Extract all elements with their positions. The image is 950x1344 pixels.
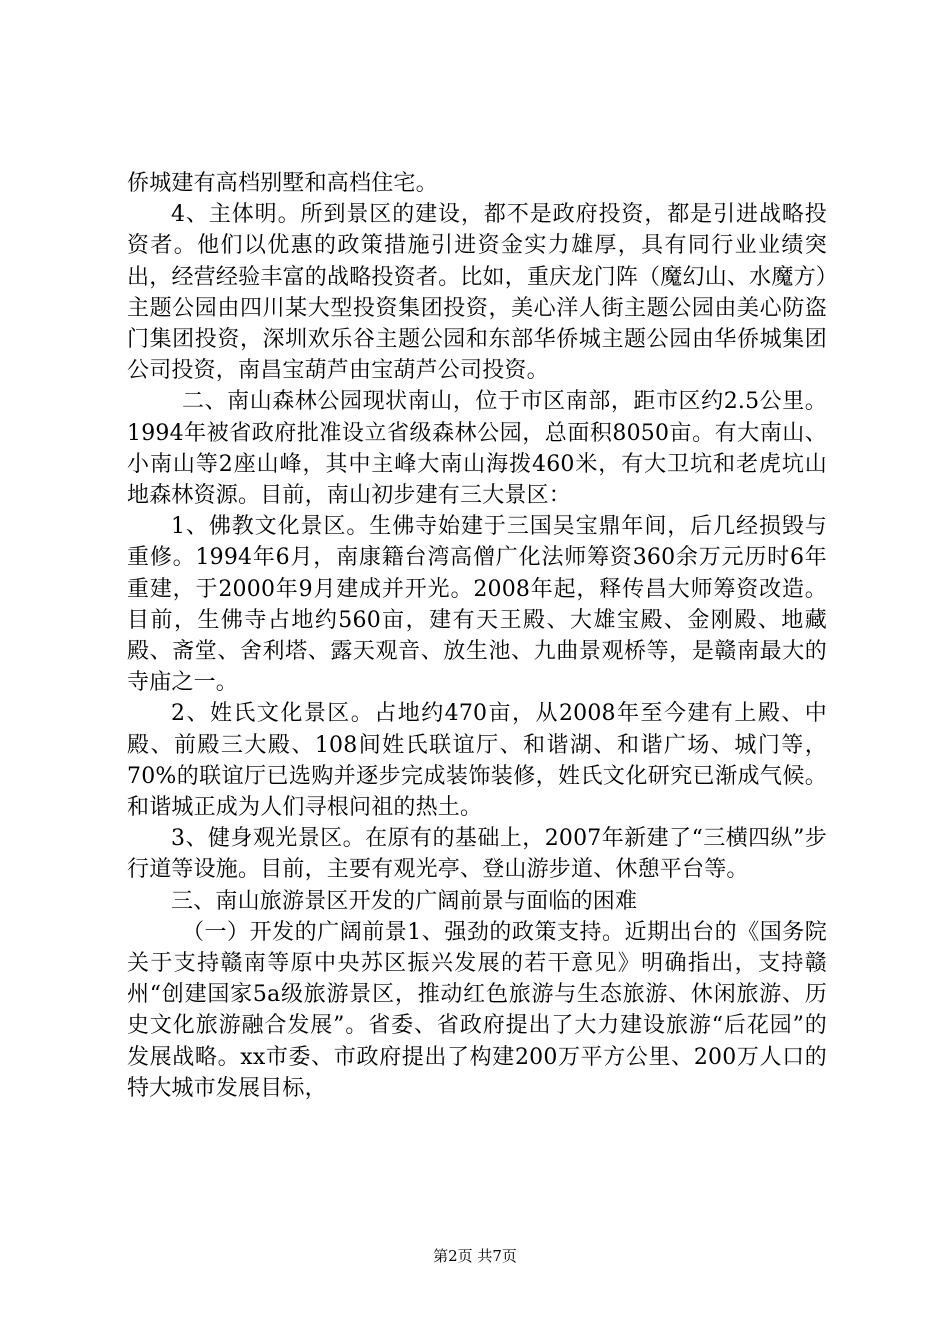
paragraph-surname-area: 2、姓氏文化景区。占地约470亩，从2008年至今建有上殿、中殿、前殿三大殿、108间姓氏联谊厅、和谐湖、和谐广场、城门等，70%的联谊厅已选购并逐步完成装饰装修，姓氏文化研究已渐成气候。和谐城正成为人们寻根问祖的热土。 <box>127 701 827 821</box>
page-footer: 第2页 共7页 <box>433 1247 517 1265</box>
paragraph-buddhist-area: 1、佛教文化景区。生佛寺始建于三国吴宝鼎年间，后几经损毁与重修。1994年6月，南康籍台湾高僧广化法师筹资360余万元历时6年重建，于2000年9月建成并开光。2008年起，释传昌大师筹资改造。目前，生佛寺占地约560亩，建有天王殿、大雄宝殿、金刚殿、地藏殿、斋堂、舍利塔、露天观音、放生池、九曲景观桥等，是赣南最大的寺庙之一。 <box>127 514 827 696</box>
paragraph-prospects: （一）开发的广阔前景1、强劲的政策支持。近期出台的《国务院关于支持赣南等原中央苏区振兴发展的若干意见》明确指出，支持赣州“创建国家5a级旅游景区，推动红色旅游与生态旅游、休闲旅游、历史文化旅游融合发展”。省委、省政府提出了大力建设旅游“后花园”的发展战略。xx市委、市政府提出了构建200万平方公里、200万人口的特大城市发展目标， <box>127 919 827 1101</box>
paragraph-investor-point: 4、主体明。所到景区的建设，都不是政府投资，都是引进战略投资者。他们以优惠的政策措施引进资金实力雄厚，具有同行业业绩突出，经营经验丰富的战略投资者。比如，重庆龙门阵（魔幻山、水魔方）主题公园由四川某大型投资集团投资，美心洋人街主题公园由美心防盗门集团投资，深圳欢乐谷主题公园和东部华侨城主题公园由华侨城集团公司投资，南昌宝葫芦由宝葫芦公司投资。 <box>127 202 827 384</box>
paragraph-continuation: 侨城建有高档别墅和高档住宅。 <box>127 171 438 196</box>
paragraph-section-two-heading: 二、南山森林公园现状南山，位于市区南部，距市区约2.5公里。1994年被省政府批准设立省级森林公园，总面积8050亩。有大南山、小南山等2座山峰，其中主峰大南山海拨460米，有大卫坑和老虎坑山地森林资源。目前，南山初步建有三大景区： <box>127 389 827 509</box>
paragraph-section-three-heading: 三、南山旅游景区开发的广阔前景与面临的困难 <box>171 888 638 914</box>
document-body <box>127 168 827 1104</box>
paragraph-fitness-area: 3、健身观光景区。在原有的基础上，2007年新建了“三横四纵”步行道等设施。目前，主要有观光亭、登山游步道、休憩平台等。 <box>127 826 827 883</box>
